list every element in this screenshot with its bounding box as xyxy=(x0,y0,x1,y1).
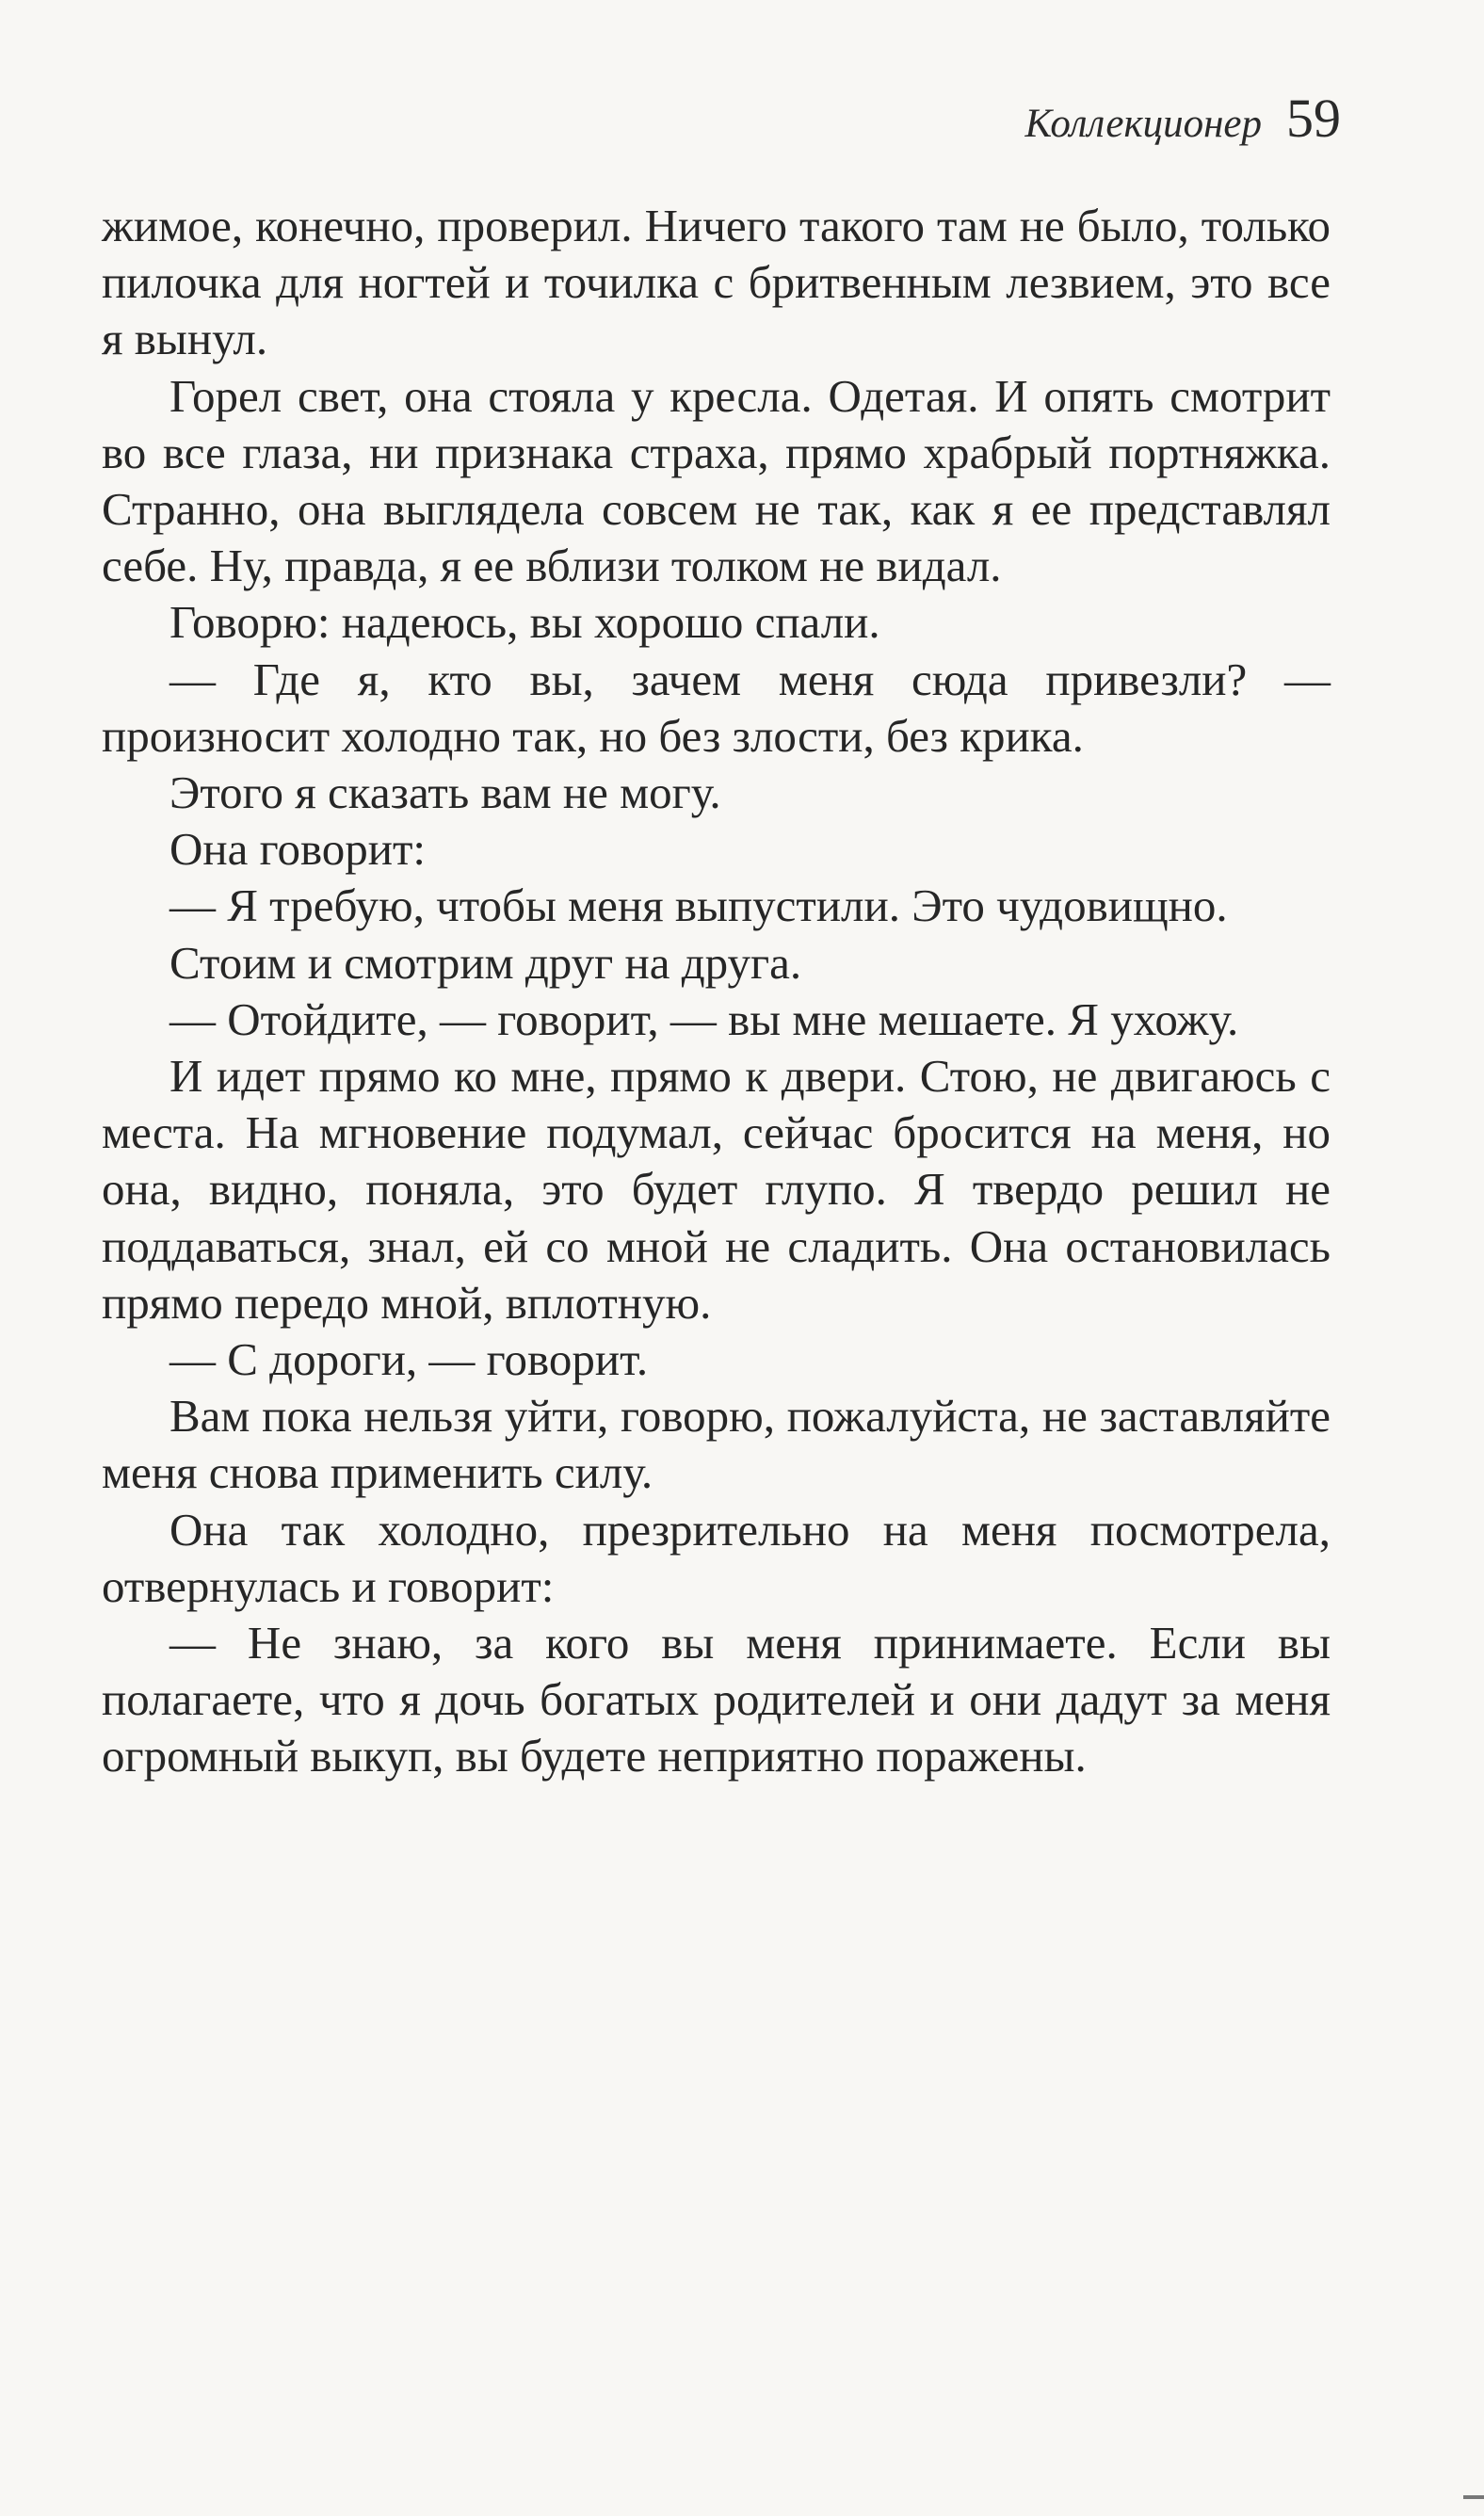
paragraph: Она так холодно, презрительно на меня посмотрела, отвернулась и говорит: xyxy=(102,1503,1331,1612)
running-header xyxy=(1024,87,1341,150)
paragraph: Говорю: надеюсь, вы хорошо спали. xyxy=(169,596,880,649)
running-title: Коллекционер xyxy=(1024,102,1262,146)
paragraph: — Не знаю, за кого вы меня принимаете. Если вы полагаете, что я дочь богатых родителей и они дадут за меня огромный выкуп, вы будете неприятно поражены. xyxy=(102,1617,1331,1782)
body-text xyxy=(102,198,1331,1785)
paragraph: Вам пока нельзя уйти, говорю, пожалуйста, не заставляйте меня снова применить силу. xyxy=(102,1390,1331,1499)
paragraph: — Где я, кто вы, зачем меня сюда привезли? — произносит холодно так, но без злости, без крика. xyxy=(102,653,1331,762)
paragraph: — Я требую, чтобы меня выпустили. Это чудовищно. xyxy=(169,879,1228,932)
paragraph: жимое, конечно, проверил. Ничего такого там не было, только пилочка для ногтей и точилка с бритвенным лезвием, это все я вынул. xyxy=(102,200,1331,365)
page-edge-mark xyxy=(1463,2495,1484,2499)
paragraph: — Отойдите, — говорит, — вы мне мешаете. Я ухожу. xyxy=(169,992,1239,1045)
paragraph: Этого я сказать вам не могу. xyxy=(169,766,721,819)
paragraph: Она говорит: xyxy=(169,823,427,876)
paragraph: — С дороги, — говорит. xyxy=(169,1333,649,1386)
paragraph: Стоим и смотрим друг на друга. xyxy=(169,936,802,989)
page-number: 59 xyxy=(1286,88,1341,149)
paragraph: И идет прямо ко мне, прямо к двери. Стою, не двигаюсь с места. На мгновение подумал, сейчас бросится на меня, но она, видно, поняла, это будет глупо. Я твердо решил не поддаваться, знал, ей со мной не сладить. Она остановилась прямо передо мной, вплотную. xyxy=(102,1050,1331,1329)
paragraph: Горел свет, она стояла у кресла. Одетая. И опять смотрит во все глаза, ни признака страха, прямо храбрый портняжка. Странно, она выглядела совсем не так, как я ее представлял себе. Ну, правда, я ее вблизи толком не видал. xyxy=(102,369,1331,592)
